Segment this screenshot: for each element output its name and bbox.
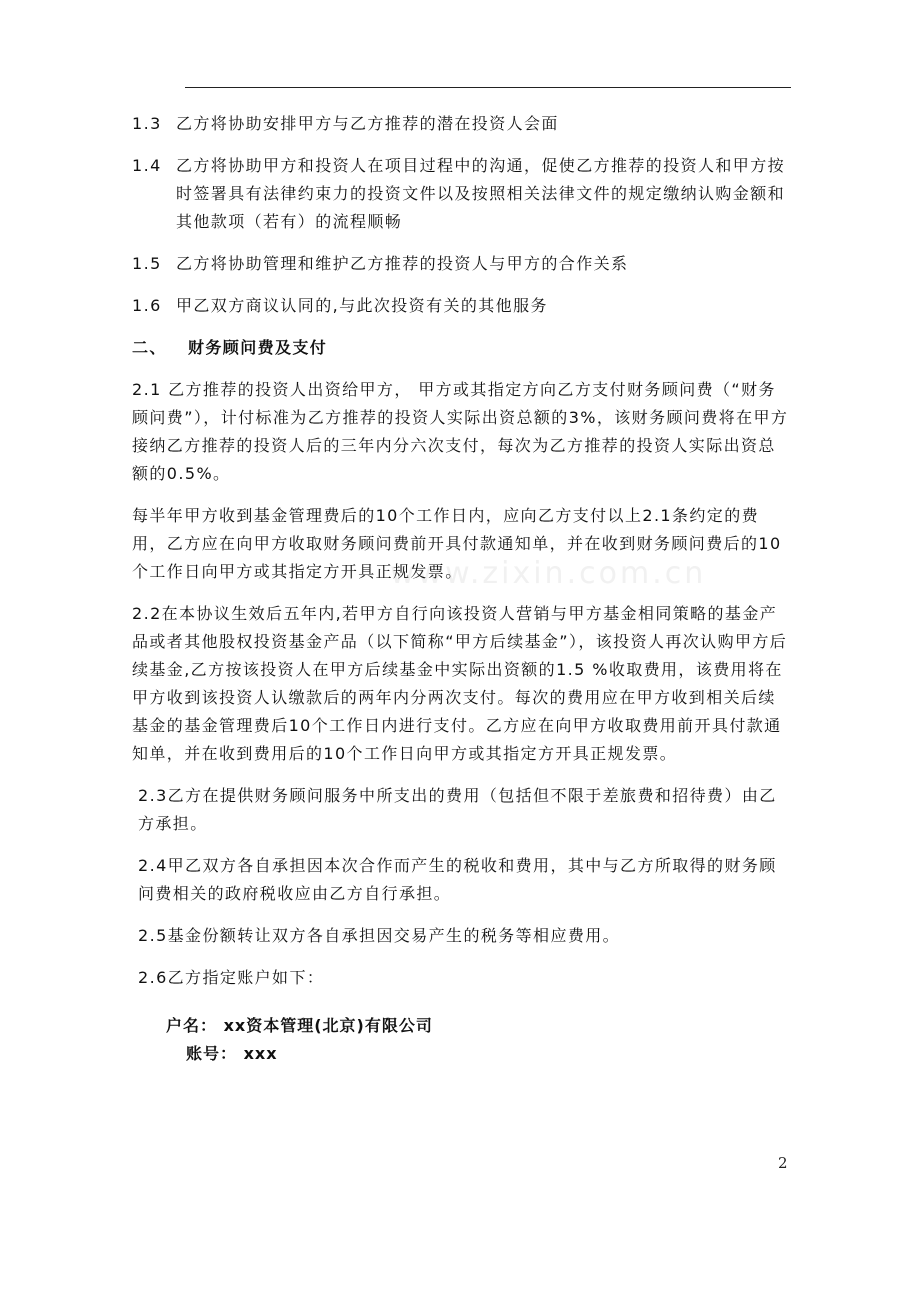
- clause-1-3: [132, 110, 792, 138]
- paragraph-2-5: 2.5基金份额转让双方各自承担因交易产生的税务等相应费用。: [138, 926, 621, 945]
- clause-text: 乙方将协助安排甲方与乙方推荐的潜在投资人会面: [176, 114, 559, 133]
- account-number-value: xxx: [243, 1044, 278, 1063]
- paragraph-2-4: 2.4甲乙双方各自承担因本次合作而产生的税收和费用，其中与乙方所取得的财务顾问费相关的政府税收应由乙方自行承担。: [138, 856, 777, 903]
- account-name-value: xx资本管理(北京)有限公司: [223, 1016, 433, 1035]
- clause-text: 乙方将协助甲方和投资人在项目过程中的沟通，促使乙方推荐的投资人和甲方按时签署具有法律约束力的投资文件以及按照相关法律文件的规定缴纳认购金额和其他款项（若有）的流程顺畅: [176, 156, 786, 231]
- section-title: 财务顾问费及支付: [188, 338, 328, 357]
- clause-number: 1.5: [132, 254, 162, 273]
- clause-number: 1.4: [132, 156, 162, 175]
- clause-number: 1.3: [132, 114, 162, 133]
- account-name-line: [132, 1012, 792, 1040]
- paragraph-2-1: 2.1 乙方推荐的投资人出资给甲方， 甲方或其指定方向乙方支付财务顾问费（“财务顾问费”），计付标准为乙方推荐的投资人实际出资总额的3%，该财务顾问费将在甲方接纳乙方推荐的投资人后的三年内分六次支付，每次为乙方推荐的投资人实际出资总额的0.5%。: [132, 380, 789, 483]
- page-number: 2: [778, 1154, 788, 1172]
- clause-1-6: [132, 292, 792, 320]
- section-number: 二、: [132, 338, 167, 357]
- header-rule: [185, 87, 791, 88]
- paragraph-2-3: 2.3乙方在提供财务顾问服务中所支出的费用（包括但不限于差旅费和招待费）由乙方承担。: [138, 786, 777, 833]
- paragraph-2-2: 2.2在本协议生效后五年内,若甲方自行向该投资人营销与甲方基金相同策略的基金产品或者其他股权投资基金产品（以下简称“甲方后续基金”），该投资人再次认购甲方后续基金,乙方按该投资人在甲方后续基金中实际出资额的1.5 %收取费用，该费用将在甲方收到该投资人认缴款后的两年内分两次支付。每次的费用应在甲方收到相关后续基金的基金管理费后10个工作日内进行支付。乙方应在向甲方收取费用前开具付款通知单，并在收到费用后的10个工作日向甲方或其指定方开具正规发票。: [132, 604, 788, 763]
- account-name-label: 户名：: [166, 1016, 218, 1035]
- clause-text: 甲乙双方商议认同的,与此次投资有关的其他服务: [176, 296, 548, 315]
- clause-text: 乙方将协助管理和维护乙方推荐的投资人与甲方的合作关系: [176, 254, 629, 273]
- document-body: [132, 110, 792, 1068]
- section-heading: [132, 334, 792, 362]
- clause-1-4: [132, 152, 792, 236]
- account-number-line: [132, 1040, 792, 1068]
- paragraph-2-6: 2.6乙方指定账户如下：: [138, 968, 325, 987]
- paragraph-payment-schedule: 每半年甲方收到基金管理费后的10个工作日内，应向乙方支付以上2.1条约定的费用，乙方应在向甲方收取财务顾问费前开具付款通知单，并在收到财务顾问费后的10个工作日向甲方或其指定方开具正规发票。: [132, 506, 782, 581]
- clause-number: 1.6: [132, 296, 162, 315]
- account-info: [132, 1012, 792, 1068]
- clause-1-5: [132, 250, 792, 278]
- watermark-text: www.zixin.com.cn: [390, 556, 707, 591]
- account-number-label: 账号：: [186, 1044, 238, 1063]
